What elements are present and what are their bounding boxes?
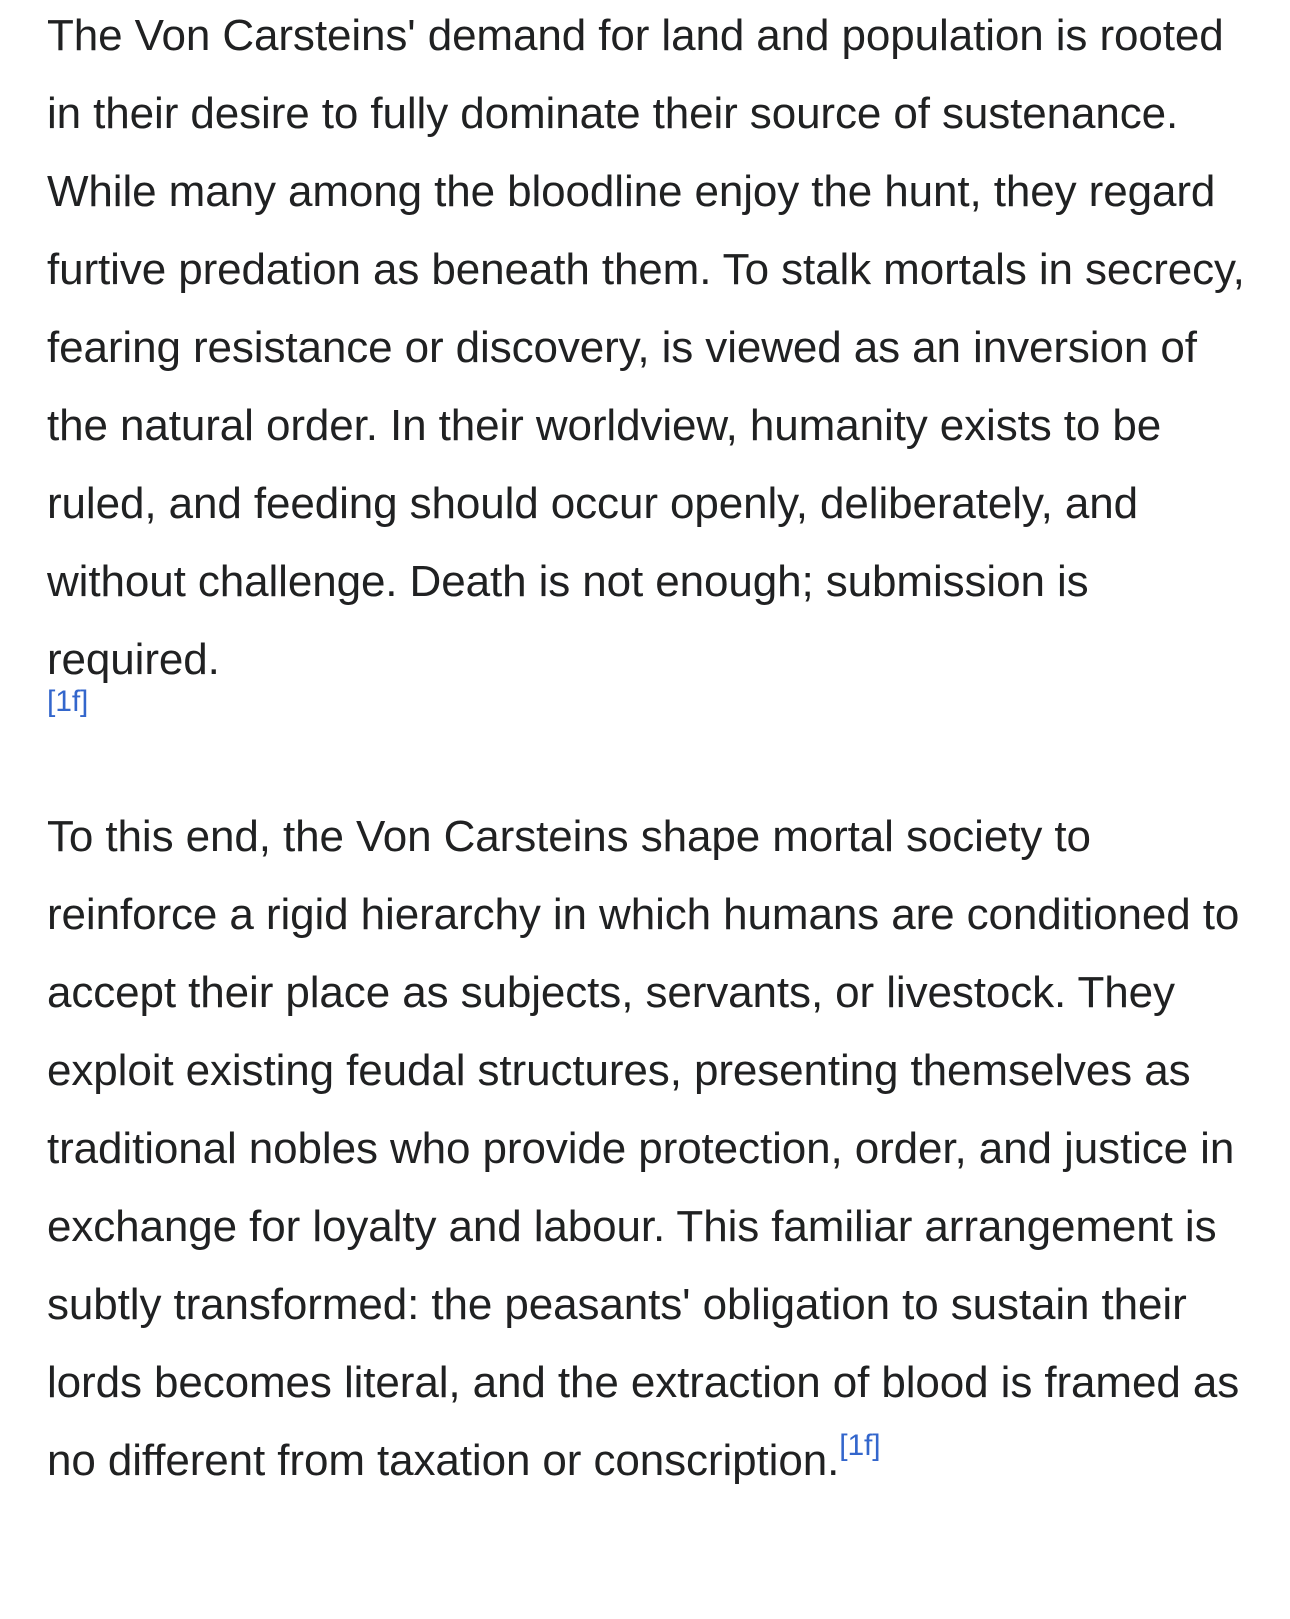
paragraph-2 <box>47 798 1247 1500</box>
paragraph-1-text: The Von Carsteins' demand for land and population is rooted in their desire to fully dominate their source of sustenance. While many among the bloodline enjoy the hunt, they regard furtive predation as beneath them. To stalk mortals in secrecy, fearing resistance or discovery, is viewed as an inversion of the natural order. In their worldview, humanity exists to be ruled, and feeding should occur openly, deliberately, and without challenge. Death is not enough; submission is required. <box>47 11 1245 684</box>
paragraph-1 <box>47 0 1247 699</box>
citation-1f-sup-link[interactable]: [1f] <box>839 1429 881 1463</box>
citation-1f-link[interactable]: [1f] <box>47 685 89 718</box>
paragraph-2-text: To this end, the Von Carsteins shape mortal society to reinforce a rigid hierarchy in which humans are conditioned to accept their place as subjects, servants, or livestock. They exploit existing feudal structures, presenting themselves as traditional nobles who provide protection, order, and justice in exchange for loyalty and labour. This familiar arrangement is subtly transformed: the peasants' obligation to sustain their lords becomes literal, and the extraction of blood is framed as no different from taxation or conscription. <box>47 812 1240 1485</box>
